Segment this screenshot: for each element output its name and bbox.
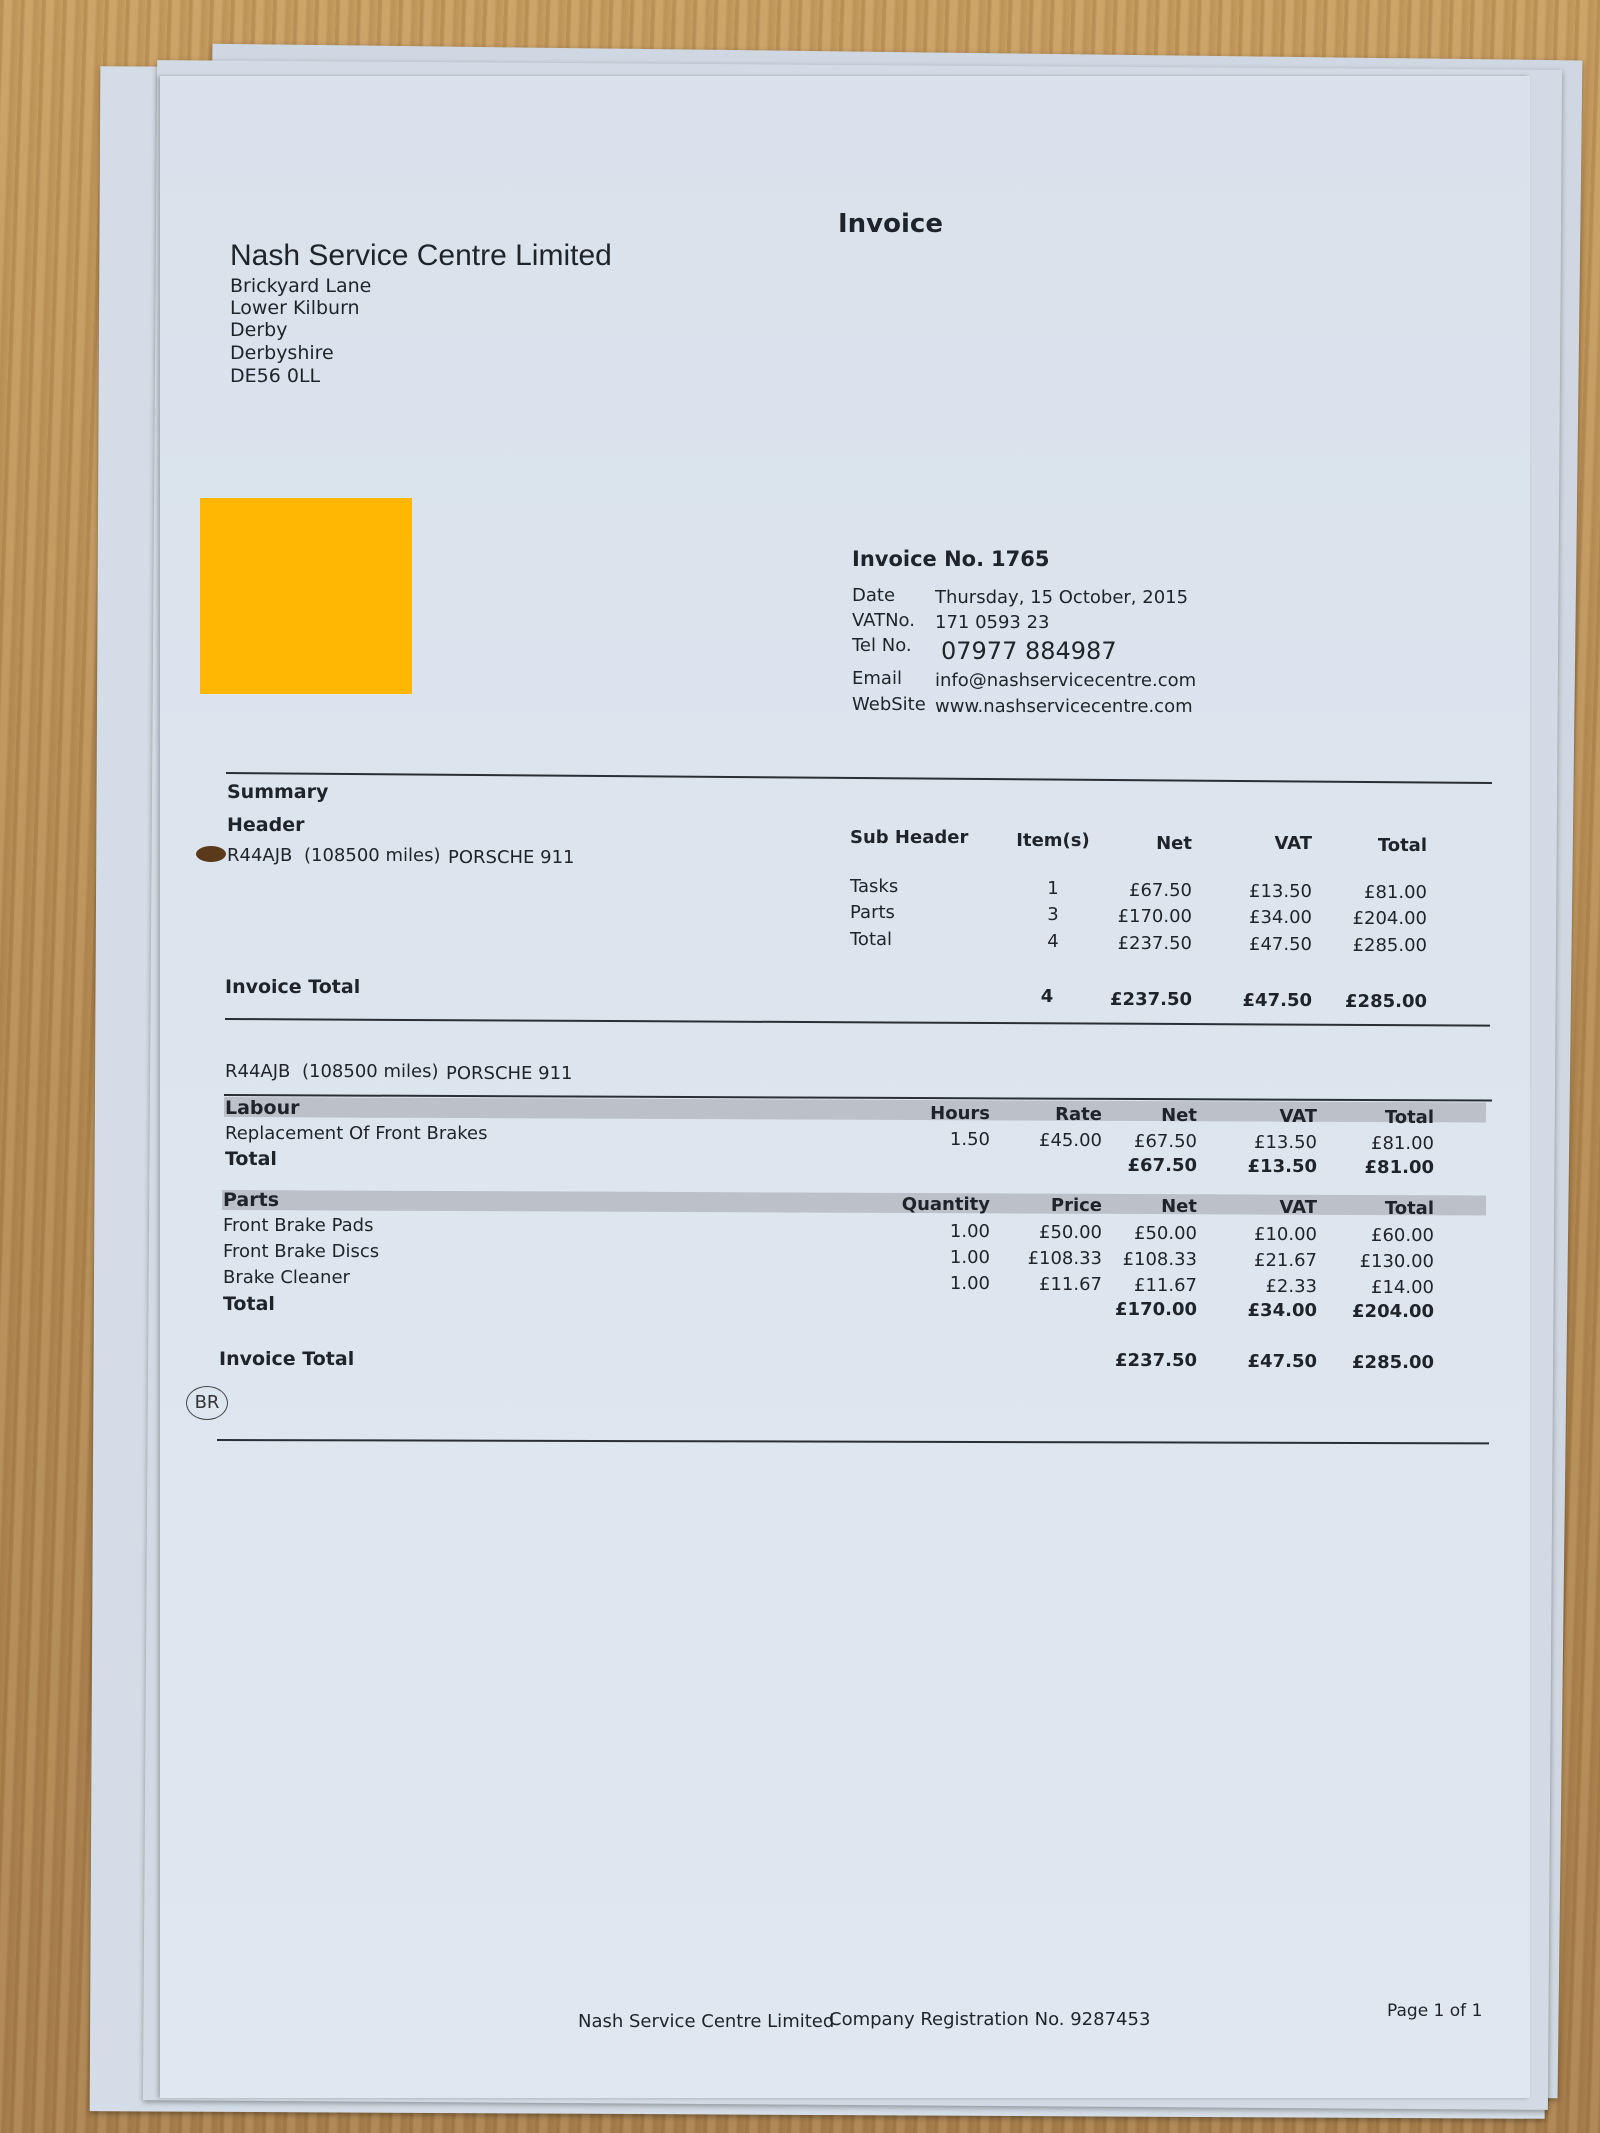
summary-row-total: £81.00	[1364, 882, 1427, 903]
labour-row-rate: £45.00	[1039, 1130, 1102, 1151]
company-name: Nash Service Centre Limited	[230, 239, 612, 272]
address-line: Brickyard Lane	[230, 275, 372, 297]
parts-total-vat: £34.00	[1247, 1300, 1317, 1321]
labour-heading: Labour	[225, 1097, 300, 1119]
summary-row-vat: £13.50	[1249, 881, 1312, 902]
vehicle-miles: (108500 miles)	[302, 1061, 439, 1082]
footer-page-number: Page 1 of 1	[1387, 2001, 1483, 2021]
vehicle-model: PORSCHE 911	[446, 1063, 573, 1084]
summary-invoice-total-items: 4	[1040, 986, 1054, 1007]
parts-total-net: £170.00	[1115, 1299, 1197, 1320]
footer-company: Nash Service Centre Limited	[578, 2011, 835, 2032]
address-line: Lower Kilburn	[230, 297, 360, 319]
divider	[217, 1439, 1489, 1444]
column-header: Net	[1161, 1196, 1197, 1217]
column-header: Quantity	[901, 1194, 990, 1215]
company-logo	[200, 498, 412, 694]
summary-row-items: 1	[1047, 878, 1059, 899]
footer-registration: Company Registration No. 9287453	[829, 2009, 1151, 2030]
labour-row-total: £81.00	[1371, 1133, 1434, 1154]
summary-row-total: £285.00	[1352, 935, 1427, 956]
address-line: DE56 0LL	[230, 365, 321, 387]
invoice-number-label: Invoice No.	[852, 547, 985, 571]
summary-row-total: £204.00	[1352, 908, 1427, 929]
parts-total-total: £204.00	[1352, 1301, 1434, 1322]
parts-total-label: Total	[223, 1293, 275, 1315]
summary-row-net: £237.50	[1117, 933, 1192, 954]
parts-row-qty: 1.00	[949, 1273, 990, 1294]
invoice-number: 1765	[991, 547, 1050, 571]
labour-row-desc: Replacement Of Front Brakes	[225, 1123, 488, 1144]
vat-number: 171 0593 23	[935, 612, 1050, 633]
address-line: Derby	[230, 319, 288, 341]
column-header: VAT	[1274, 833, 1312, 854]
divider	[226, 772, 1492, 784]
summary-row-vat: £47.50	[1249, 934, 1312, 955]
summary-heading: Summary	[227, 781, 329, 803]
handwritten-initials: BR	[186, 1386, 228, 1420]
column-header: Total	[1384, 1107, 1434, 1128]
parts-row-qty: 1.00	[949, 1221, 990, 1242]
detail-label: WebSite	[852, 694, 926, 715]
labour-total-total: £81.00	[1364, 1157, 1434, 1178]
summary-row-net: £170.00	[1117, 906, 1192, 927]
summary-invoice-total-total: £285.00	[1345, 991, 1427, 1012]
column-header: Total	[1377, 835, 1427, 856]
parts-row-qty: 1.00	[949, 1247, 990, 1268]
invoice-date: Thursday, 15 October, 2015	[935, 587, 1189, 608]
summary-invoice-total-net: £237.50	[1110, 989, 1192, 1010]
labour-row-hours: 1.50	[949, 1129, 990, 1150]
column-header: VAT	[1279, 1197, 1317, 1218]
detail-label: Email	[852, 668, 902, 689]
labour-total-vat: £13.50	[1247, 1156, 1317, 1177]
summary-row-items: 4	[1047, 931, 1059, 952]
vehicle-reg: R44AJB	[227, 845, 293, 866]
column-header: Rate	[1055, 1104, 1102, 1125]
parts-row-net: £108.33	[1122, 1249, 1197, 1270]
telephone-number: 07977 884987	[941, 637, 1117, 665]
detail-label: Date	[852, 585, 896, 606]
detail-label: VATNo.	[852, 610, 915, 631]
parts-row-vat: £2.33	[1265, 1276, 1317, 1297]
summary-invoice-total-vat: £47.50	[1242, 990, 1312, 1011]
column-header: Sub Header	[850, 827, 969, 848]
parts-row-desc: Brake Cleaner	[223, 1267, 350, 1288]
detail-invoice-total-label: Invoice Total	[219, 1348, 355, 1370]
parts-row-net: £11.67	[1134, 1275, 1197, 1296]
summary-header-label: Header	[227, 814, 305, 836]
document-title: Invoice	[838, 209, 943, 239]
column-header: VAT	[1279, 1106, 1317, 1127]
column-header: Net	[1161, 1105, 1197, 1126]
labour-total-net: £67.50	[1127, 1155, 1197, 1176]
email-link[interactable]: info@nashservicecentre.com	[935, 670, 1197, 691]
labour-total-label: Total	[225, 1148, 277, 1170]
labour-row-vat: £13.50	[1254, 1132, 1317, 1153]
parts-row-total: £60.00	[1371, 1225, 1434, 1246]
column-header: Net	[1156, 833, 1192, 854]
vehicle-reg: R44AJB	[225, 1061, 291, 1082]
parts-row-desc: Front Brake Discs	[223, 1241, 380, 1262]
vehicle-miles: (108500 miles)	[304, 845, 441, 866]
summary-row-name: Parts	[850, 902, 895, 923]
parts-row-vat: £10.00	[1254, 1224, 1317, 1245]
parts-row-total: £130.00	[1359, 1251, 1434, 1272]
summary-row-items: 3	[1047, 904, 1059, 925]
column-header: Price	[1050, 1195, 1102, 1216]
column-header: Hours	[930, 1103, 990, 1124]
parts-row-price: £50.00	[1039, 1222, 1102, 1243]
summary-invoice-total-label: Invoice Total	[225, 976, 361, 998]
parts-row-vat: £21.67	[1254, 1250, 1317, 1271]
divider	[225, 1018, 1490, 1027]
parts-heading: Parts	[223, 1189, 279, 1211]
parts-row-price: £108.33	[1027, 1248, 1102, 1269]
labour-row-net: £67.50	[1134, 1131, 1197, 1152]
website-link[interactable]: www.nashservicecentre.com	[935, 696, 1193, 717]
summary-row-name: Tasks	[850, 876, 899, 897]
ink-dot	[196, 846, 226, 862]
address-line: Derbyshire	[230, 342, 334, 364]
parts-row-price: £11.67	[1039, 1274, 1102, 1295]
parts-row-net: £50.00	[1134, 1223, 1197, 1244]
detail-invoice-total-vat: £47.50	[1247, 1351, 1317, 1372]
invoice-page	[160, 76, 1530, 2098]
vehicle-model: PORSCHE 911	[448, 847, 575, 868]
summary-row-vat: £34.00	[1249, 907, 1312, 928]
detail-invoice-total-total: £285.00	[1352, 1352, 1434, 1373]
detail-invoice-total-net: £237.50	[1115, 1350, 1197, 1371]
detail-label: Tel No.	[852, 635, 912, 656]
parts-row-total: £14.00	[1371, 1277, 1434, 1298]
parts-row-desc: Front Brake Pads	[223, 1215, 374, 1236]
summary-row-name: Total	[850, 929, 893, 950]
column-header: Item(s)	[1016, 830, 1090, 851]
summary-row-net: £67.50	[1129, 880, 1192, 901]
column-header: Total	[1384, 1198, 1434, 1219]
